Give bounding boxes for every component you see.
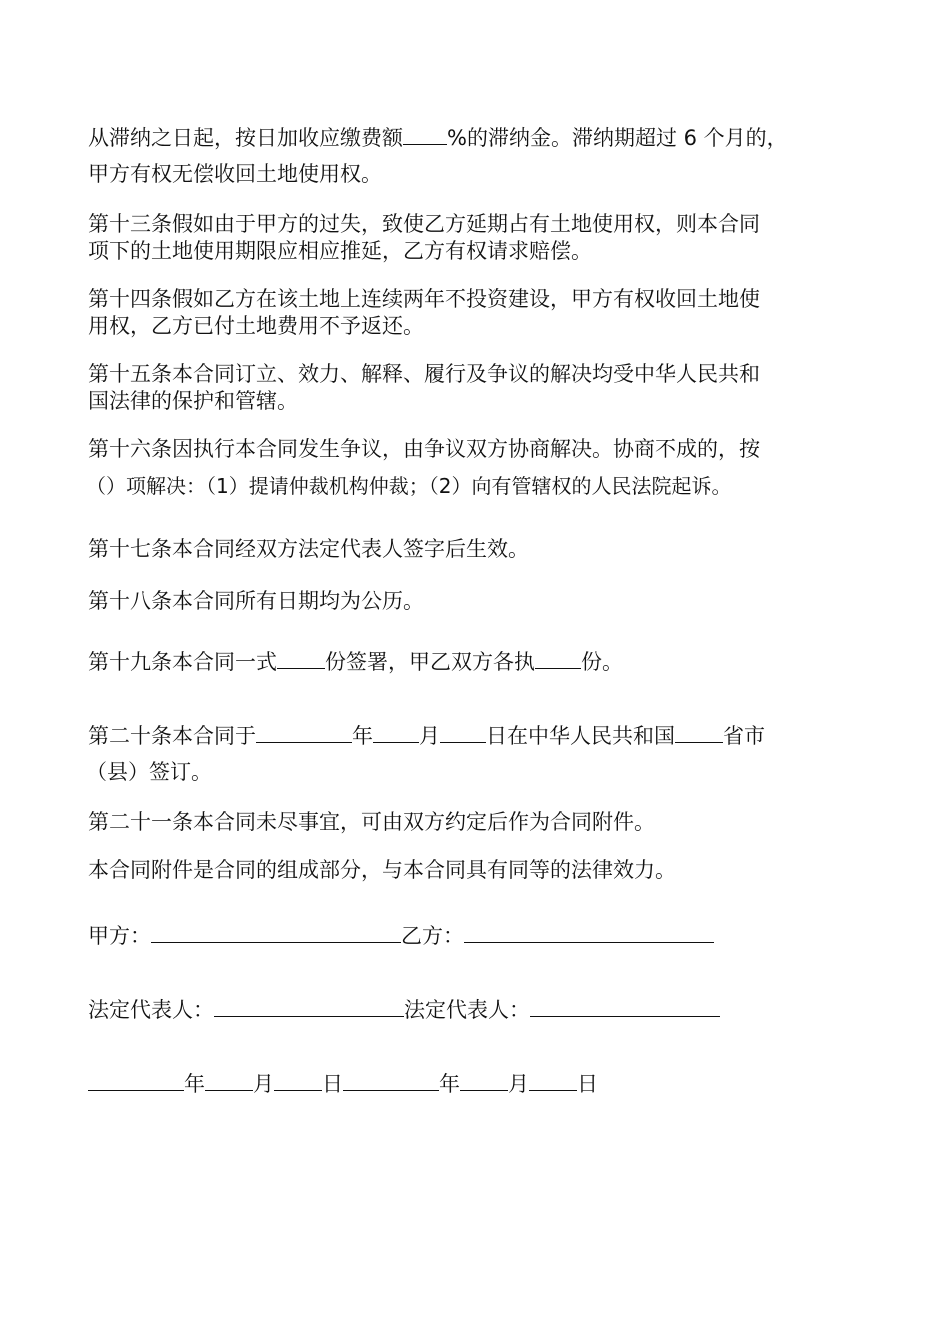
sign-day-blank xyxy=(440,722,486,743)
article-15-line-1: 第十五条本合同订立、效力、解释、履行及争议的解决均受中华人民共和 xyxy=(88,362,760,386)
article-19: 第十九条本合同一式 份签署，甲乙双方各执 份。 xyxy=(88,650,623,674)
article-14-line-1: 第十四条假如乙方在该土地上连续两年不投资建设，甲方有权收回土地使 xyxy=(88,287,760,311)
article-17: 第十七条本合同经双方法定代表人签字后生效。 xyxy=(88,537,529,561)
party-b-blank xyxy=(464,922,714,943)
article-14-line-2: 用权，乙方已付土地费用不予返还。 xyxy=(88,314,424,338)
party-b-label: 乙方： xyxy=(401,924,464,948)
article-16-line-1: 第十六条因执行本合同发生争议，由争议双方协商解决。协商不成的，按 xyxy=(88,437,760,461)
date-a-month-blank xyxy=(205,1070,253,1091)
article-13-line-2: 项下的土地使用期限应相应推延，乙方有权请求赔偿。 xyxy=(88,239,592,263)
article-21: 第二十一条本合同未尽事宜，可由双方约定后作为合同附件。 xyxy=(88,810,655,834)
rep-a-label: 法定代表人： xyxy=(88,998,214,1022)
rep-a-blank xyxy=(214,996,404,1017)
date-a-year-blank xyxy=(88,1070,184,1091)
date-b-month-blank xyxy=(460,1070,508,1091)
copies-total-blank xyxy=(277,648,325,669)
sign-year-blank xyxy=(256,722,352,743)
article-16-line-2: （）项解决：（1）提请仲裁机构仲裁；（2）向有管辖权的人民法院起诉。 xyxy=(86,474,732,498)
late-fee-percent-blank xyxy=(403,124,447,145)
party-a-blank xyxy=(151,922,401,943)
date-b-day-blank xyxy=(529,1070,577,1091)
sign-month-blank xyxy=(373,722,419,743)
article-13-line-1: 第十三条假如由于甲方的过失，致使乙方延期占有土地使用权，则本合同 xyxy=(88,212,760,236)
party-a-label: 甲方： xyxy=(88,924,151,948)
late-fee-line-2: 甲方有权无偿收回土地使用权。 xyxy=(88,162,382,186)
party-signature-line xyxy=(88,922,714,948)
rep-b-label: 法定代表人： xyxy=(404,998,530,1022)
article-18: 第十八条本合同所有日期均为公历。 xyxy=(88,589,424,613)
date-a-day-blank xyxy=(274,1070,322,1091)
annex-clause: 本合同附件是合同的组成部分，与本合同具有同等的法律效力。 xyxy=(88,858,676,882)
copies-each-blank xyxy=(535,648,581,669)
representative-signature-line xyxy=(88,996,720,1022)
signature-date-line: 年 月 日 年 月 日 xyxy=(88,1070,598,1096)
article-15-line-2: 国法律的保护和管辖。 xyxy=(88,389,298,413)
rep-b-blank xyxy=(530,996,720,1017)
province-blank xyxy=(675,722,723,743)
late-fee-line-1: 从滞纳之日起，按日加收应缴费额 %的滞纳金。滞纳期超过 6 个月的， xyxy=(88,126,788,150)
article-20-line-2: （县）签订。 xyxy=(86,760,212,784)
date-b-year-blank xyxy=(343,1070,439,1091)
article-20-line-1: 第二十条本合同于 年 月 日在中华人民共和国 省市 xyxy=(88,724,765,748)
